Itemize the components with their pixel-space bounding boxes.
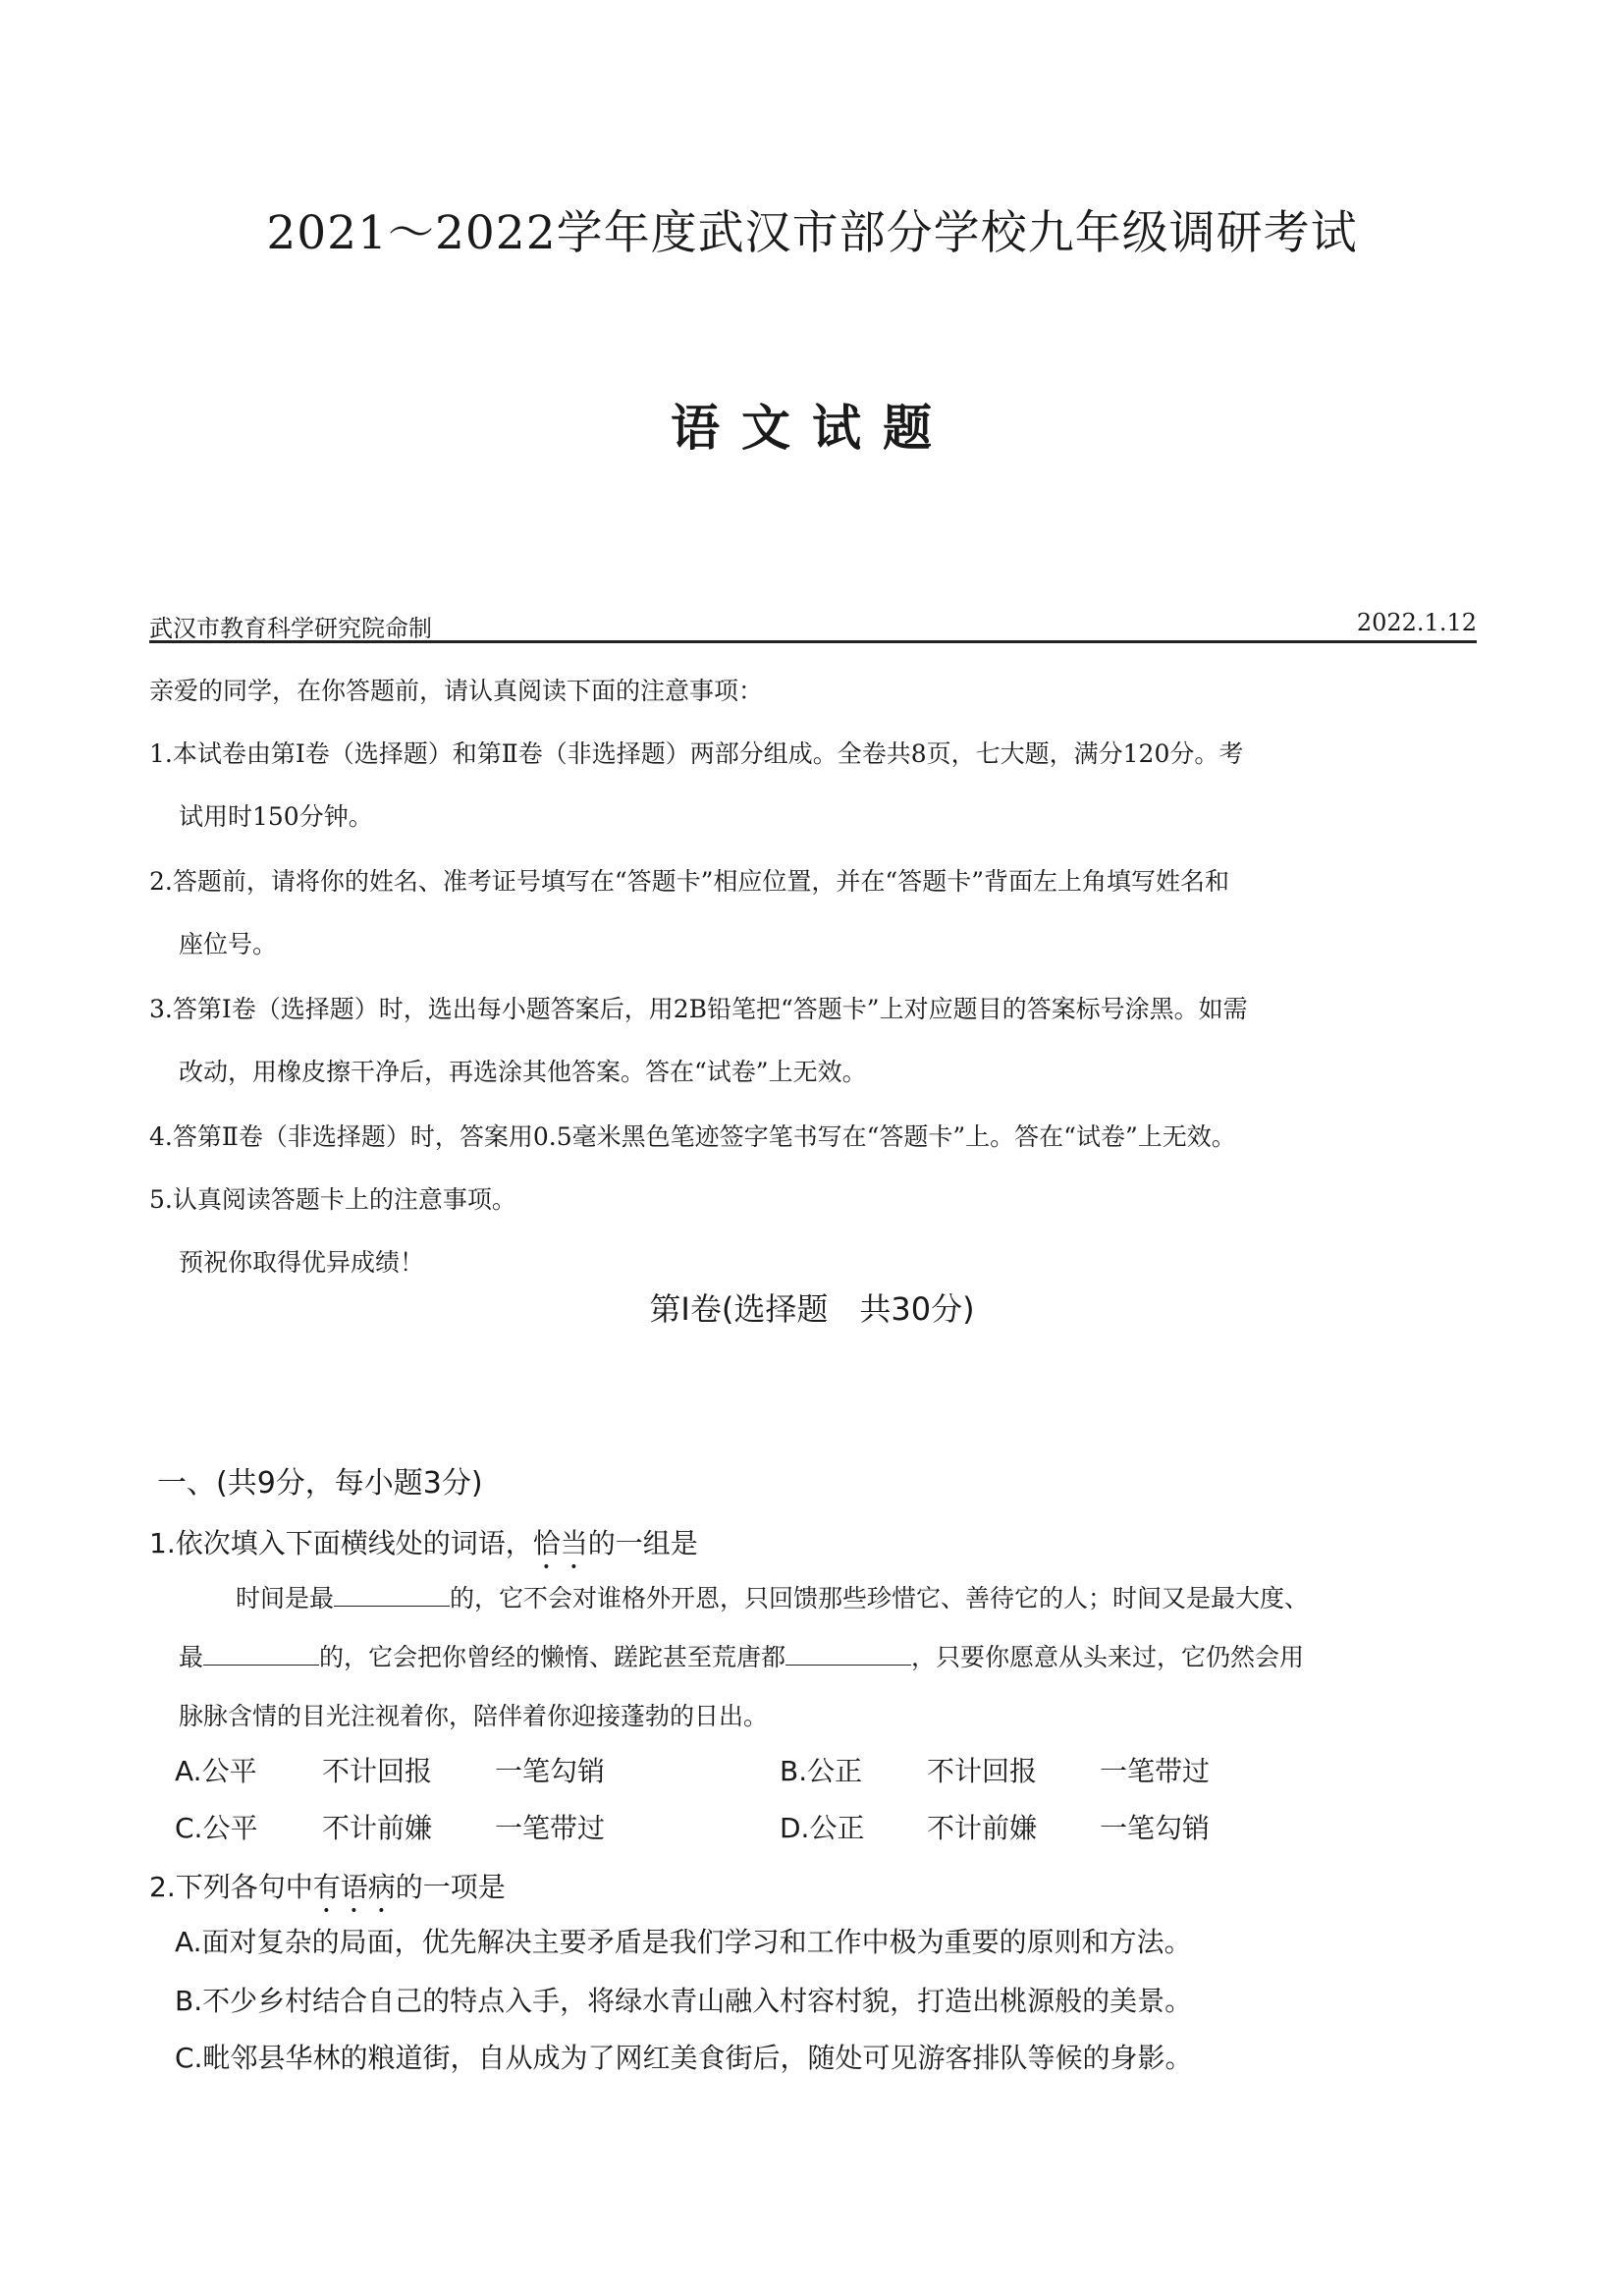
- section-title: 第Ⅰ卷(选择题 共30分): [649, 1290, 975, 1328]
- issuer-row: [149, 609, 1477, 644]
- notice-item: 5.认真阅读答题卡上的注意事项。: [149, 1185, 516, 1214]
- question-2-stem: 2.下列各句中有语病的一项是: [149, 1871, 506, 1903]
- notice-wish: 预祝你取得优异成绩！: [179, 1248, 425, 1277]
- header-rule: [149, 640, 1477, 643]
- option-b: B.公正 不计回报 一笔带过: [780, 1755, 1211, 1787]
- passage-line-3: 脉脉含情的目光注视着你，陪伴着你迎接蓬勃的日出。: [179, 1702, 769, 1730]
- notice-intro: 亲爱的同学，在你答题前，请认真阅读下面的注意事项：: [149, 677, 764, 705]
- subject-title: 语文试题: [671, 400, 953, 457]
- exam-date: 2022.1.12: [1356, 609, 1477, 636]
- option-d: D.公正 不计前嫌 一笔勾销: [780, 1812, 1211, 1844]
- issuer: 武汉市教育科学研究院命制: [149, 615, 432, 642]
- notice-item-cont: 座位号。: [179, 930, 278, 958]
- fill-blank: [334, 1582, 450, 1607]
- notice-item: 2.答题前，请将你的姓名、准考证号填写在“答题卡”相应位置，并在“答题卡”背面左上角填写姓名和: [149, 867, 1229, 896]
- emphasis-mark: 有语病: [312, 1871, 396, 1903]
- notice-item-cont: 试用时150分钟。: [179, 802, 373, 831]
- notice-item: 4.答第Ⅱ卷（非选择题）时，答案用0.5毫米黑色笔迹签字笔书写在“答题卡”上。答在“试卷”上无效。: [149, 1122, 1236, 1151]
- fill-blank: [785, 1641, 911, 1666]
- passage-line-2: 最 的，它会把你曾经的懒惰、蹉跎甚至荒唐都 ，只要你愿意从头来过，它仍然会用: [179, 1643, 1305, 1671]
- emphasis-mark: 恰当: [532, 1527, 588, 1559]
- notice-item: 1.本试卷由第Ⅰ卷（选择题）和第Ⅱ卷（非选择题）两部分组成。全卷共8页，七大题，满分120分。考: [149, 739, 1244, 768]
- q2-option-a: A.面对复杂的局面，优先解决主要矛盾是我们学习和工作中极为重要的原则和方法。: [175, 1926, 1192, 1958]
- option-c: C.公平 不计前嫌 一笔带过: [175, 1812, 606, 1844]
- notice-item: 3.答第Ⅰ卷（选择题）时，选出每小题答案后，用2B铅笔把“答题卡”上对应题目的答案标号涂黑。如需: [149, 995, 1248, 1023]
- part-title: 一、(共9分，每小题3分): [157, 1466, 483, 1501]
- passage-line-1: 时间是最 的，它不会对谁格外开恩，只回馈那些珍惜它、善待它的人；时间又是最大度、: [236, 1584, 1310, 1612]
- notice-item-cont: 改动，用橡皮擦干净后，再选涂其他答案。答在“试卷”上无效。: [179, 1058, 867, 1086]
- q2-option-c: C.毗邻县华林的粮道街，自从成为了网红美食街后，随处可见游客排队等候的身影。: [175, 2042, 1193, 2074]
- question-1-stem: 1.依次填入下面横线处的词语，恰当的一组是: [149, 1527, 698, 1559]
- option-a: A.公平 不计回报 一笔勾销: [175, 1755, 606, 1787]
- q2-option-b: B.不少乡村结合自己的特点入手，将绿水青山融入村容村貌，打造出桃源般的美景。: [175, 1985, 1193, 2017]
- fill-blank: [203, 1641, 319, 1666]
- exam-title: 2021～2022学年度武汉市部分学校九年级调研考试: [266, 206, 1358, 260]
